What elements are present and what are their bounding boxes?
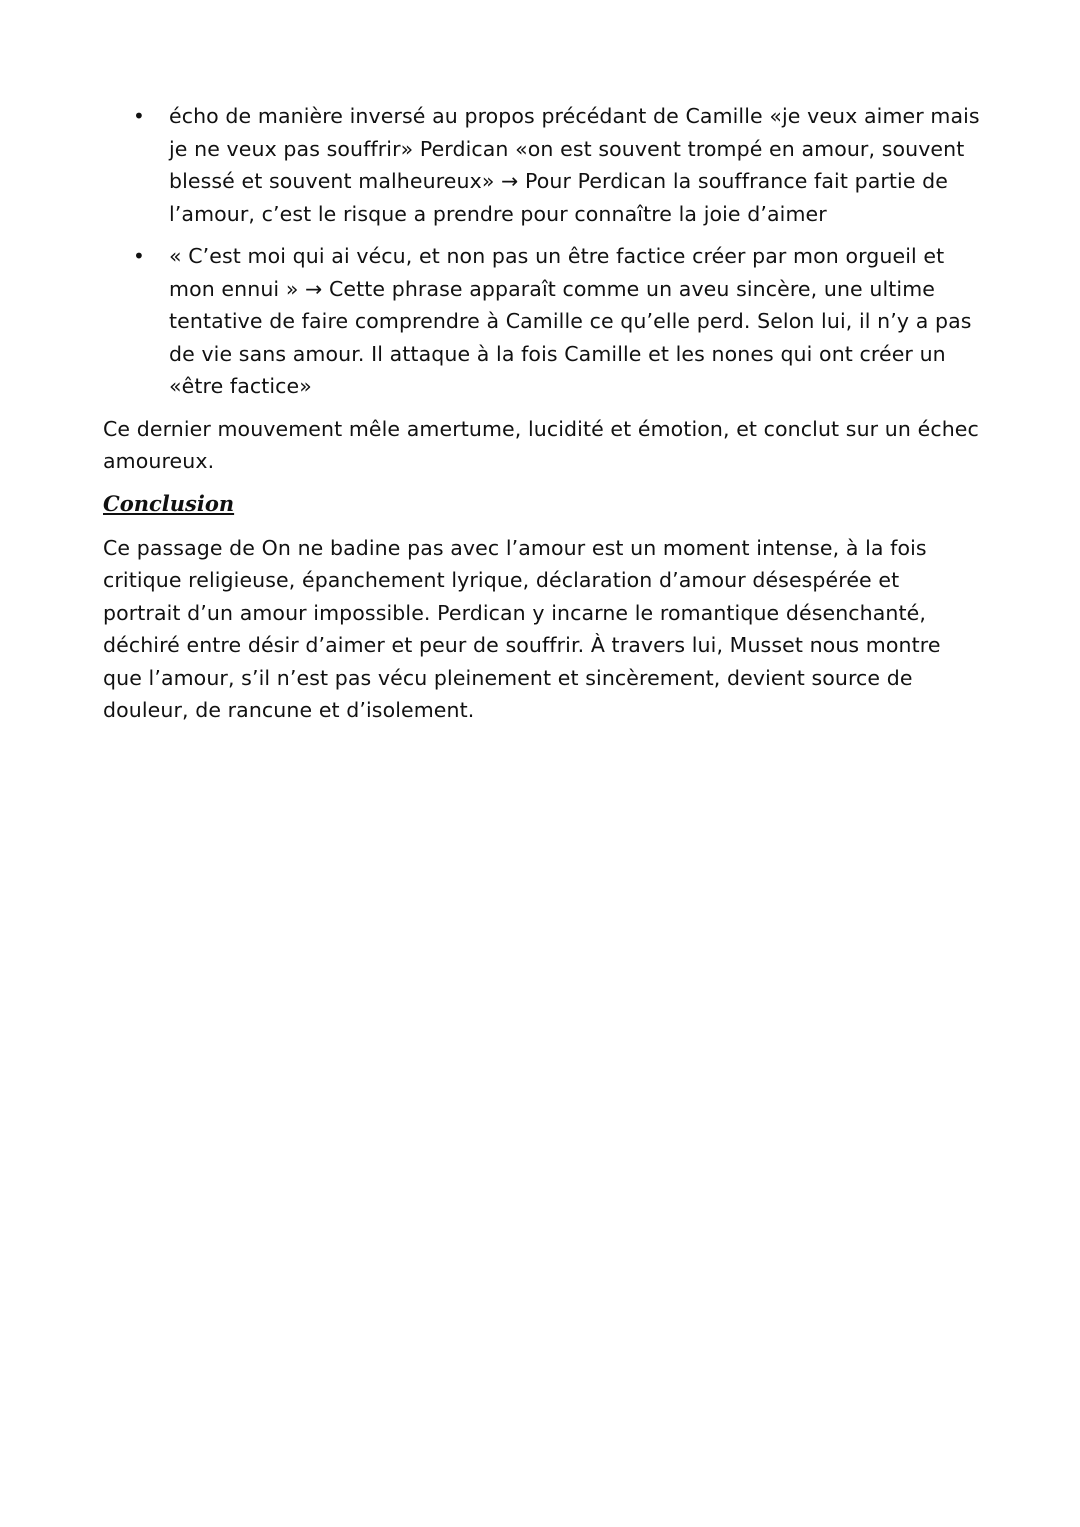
- conclusion-heading: Conclusion: [103, 490, 235, 516]
- list-item: [103, 240, 983, 403]
- closing-paragraph: Ce dernier mouvement mêle amertume, lucidité et émotion, et conclut sur un échec amoureux.: [103, 416, 979, 473]
- bullet-list: [103, 100, 983, 403]
- list-item: [103, 100, 983, 230]
- bullet-icon: •: [133, 104, 145, 128]
- bullet-text: écho de manière inversé au propos précédant de Camille «je veux aimer mais je ne veux pas souffrir» Perdican «on est souvent trompé en amour, souvent blessé et souvent malheureux» → Pour Perdican la souffrance fait partie de l’amour, c’est le risque a prendre pour connaître la joie d’aimer: [169, 104, 980, 226]
- bullet-text: « C’est moi qui ai vécu, et non pas un être factice créer par mon orgueil et mon ennui » → Cette phrase apparaît comme un aveu sincère, une ultime tentative de faire comprendre à Camille ce qu’elle perd. Selon lui, il n’y a pas de vie sans amour. Il attaque à la fois Camille et les nones qui ont créer un «être factice»: [169, 244, 972, 398]
- bullet-icon: •: [133, 244, 145, 268]
- conclusion-paragraph: Ce passage de On ne badine pas avec l’amour est un moment intense, à la fois critique religieuse, épanchement lyrique, déclaration d’amour désespérée et portrait d’un amour impossible. Perdican y incarne le romantique désenchanté, déchiré entre désir d’aimer et peur de souffrir. À travers lui, Musset nous montre que l’amour, s’il n’est pas vécu pleinement et sincèrement, devient source de douleur, de rancune et d’isolement.: [103, 535, 941, 722]
- document-page: [103, 100, 983, 727]
